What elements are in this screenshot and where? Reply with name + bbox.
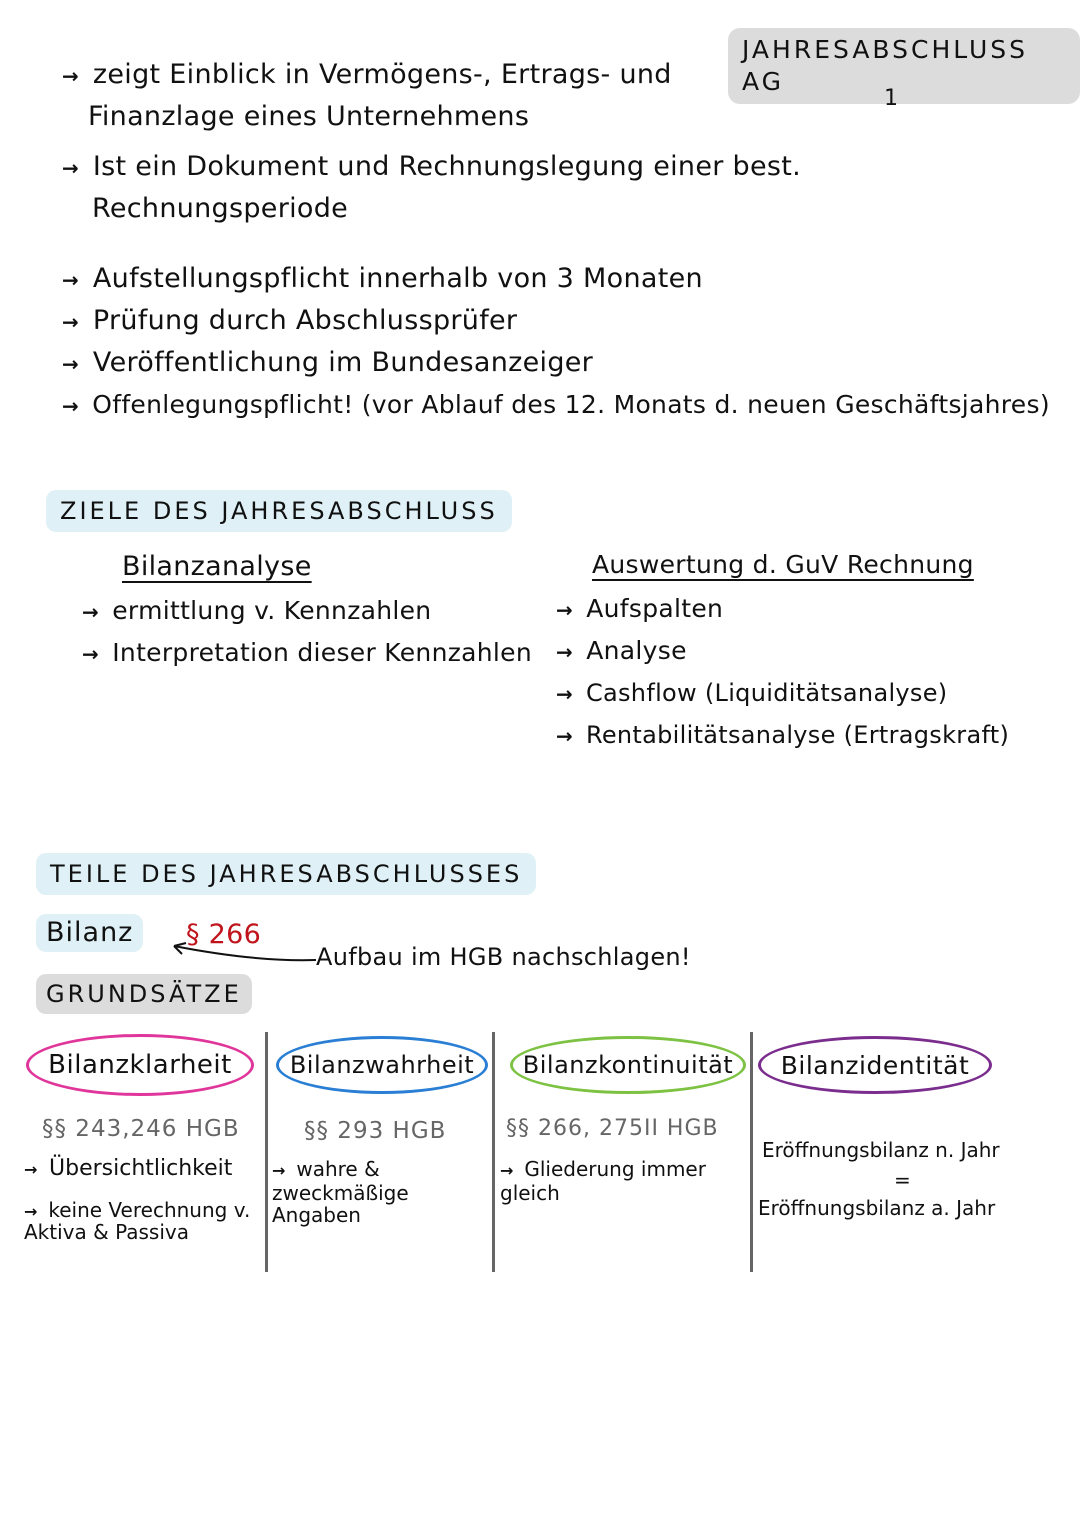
- identity-equals: =: [894, 1168, 911, 1192]
- principle-point-text: Übersichtlichkeit: [49, 1156, 233, 1181]
- duty-text: Veröffentlichung im Bundesanzeiger: [92, 347, 594, 378]
- page-title: JAHRESABSCHLUSS AG: [728, 28, 1080, 104]
- principle-point: [272, 1158, 490, 1226]
- principle-name: Bilanzklarheit: [48, 1050, 232, 1080]
- lookup-note: Aufbau im HGB nachschlagen!: [316, 943, 691, 971]
- duty-item: [62, 304, 517, 339]
- goals-left-item-text: ermittlung v. Kennzahlen: [112, 596, 432, 625]
- intro-item-2-line-2: Rechnungsperiode: [92, 193, 349, 224]
- parts-heading: TEILE DES JAHRESABSCHLUSSES: [36, 853, 536, 895]
- identity-top: Eröffnungsbilanz n. Jahr: [762, 1138, 1000, 1162]
- arrow-right-icon: →: [62, 310, 80, 334]
- goals-right-title: Auswertung d. GuV Rechnung: [592, 550, 974, 579]
- arrow-right-icon: →: [82, 600, 100, 624]
- intro-item-2: [62, 150, 801, 185]
- principle-bilanzidentitaet: [758, 1036, 992, 1094]
- duty-text: Prüfung durch Abschlussprüfer: [92, 305, 518, 336]
- intro-item-1-line-1: zeigt Einblick in Vermögens-, Ertrags- und: [92, 59, 672, 90]
- principle-ref: §§ 266, 275II HGB: [506, 1116, 719, 1141]
- goals-right-item: [556, 676, 947, 711]
- principle-point: [24, 1158, 232, 1181]
- principle-name: Bilanzwahrheit: [289, 1051, 475, 1079]
- arrow-right-icon: →: [556, 598, 574, 622]
- principle-point: [500, 1158, 720, 1204]
- bilanz-label: Bilanz: [36, 914, 143, 952]
- intro-item-1-line-2: Finanzlage eines Unternehmens: [88, 101, 530, 132]
- goals-left-item: [82, 636, 532, 671]
- arrow-right-icon: →: [556, 682, 574, 706]
- principle-ref: §§ 293 HGB: [304, 1118, 447, 1144]
- arrow-right-icon: →: [62, 352, 80, 376]
- principle-point-text: keine Verechnung v. Aktiva & Passiva: [24, 1198, 251, 1244]
- column-divider: [492, 1032, 495, 1272]
- arrow-right-icon: →: [62, 394, 80, 418]
- intro-item-2-line-1: Ist ein Dokument und Rechnungslegung einer best.: [92, 151, 802, 182]
- arrow-right-icon: →: [62, 156, 80, 180]
- paragraph-ref: § 266: [186, 919, 262, 950]
- goals-heading: ZIELE DES JAHRESABSCHLUSS: [46, 490, 512, 532]
- goals-right-item-text: Analyse: [586, 636, 687, 665]
- principle-point-text: Gliederung immer gleich: [500, 1157, 706, 1205]
- goals-right-item-text: Cashflow (Liquiditätsanalyse): [585, 679, 948, 707]
- goals-right-item: [556, 634, 687, 669]
- arrow-right-icon: →: [62, 64, 80, 88]
- arrow-right-icon: →: [556, 724, 574, 748]
- arrow-right-icon: →: [62, 268, 80, 292]
- intro-item-1: [62, 58, 672, 93]
- principle-bilanzkontinuitaet: [510, 1036, 746, 1094]
- arrow-right-icon: →: [24, 1202, 38, 1221]
- principle-point-text: wahre & zweckmäßige Angaben: [272, 1157, 409, 1227]
- goals-right-item-text: Rentabilitätsanalyse (Ertragskraft): [585, 721, 1010, 749]
- duty-item: [62, 346, 593, 381]
- page-number: 1: [884, 86, 899, 111]
- principle-name: Bilanzkontinuität: [522, 1051, 734, 1079]
- principle-bilanzklarheit: [26, 1034, 254, 1096]
- duty-text: Offenlegungspflicht! (vor Ablauf des 12. Monats d. neuen Geschäftsjahres): [92, 390, 1050, 419]
- goals-right-item: [556, 718, 1009, 753]
- goals-left-item-text: Interpretation dieser Kennzahlen: [112, 638, 532, 667]
- goals-right-item-text: Aufspalten: [586, 594, 724, 623]
- note-arrow-icon: [166, 940, 326, 970]
- arrow-right-icon: →: [24, 1160, 38, 1179]
- grundsaetze-label: GRUNDSÄTZE: [36, 974, 252, 1014]
- principle-name: Bilanzidentität: [780, 1050, 970, 1080]
- goals-left-title: Bilanzanalyse: [122, 551, 312, 582]
- principle-point: [24, 1200, 254, 1242]
- duty-item: [62, 262, 703, 297]
- duty-item: [62, 388, 1050, 423]
- goals-left-item: [82, 594, 431, 629]
- goals-right-item: [556, 592, 723, 627]
- arrow-right-icon: →: [272, 1161, 286, 1180]
- principle-ref: §§ 243,246 HGB: [42, 1116, 240, 1142]
- identity-bottom: Eröffnungsbilanz a. Jahr: [758, 1196, 996, 1220]
- arrow-right-icon: →: [556, 640, 574, 664]
- arrow-right-icon: →: [500, 1161, 514, 1180]
- principle-bilanzwahrheit: [276, 1036, 488, 1094]
- arrow-right-icon: →: [82, 642, 100, 666]
- column-divider: [750, 1032, 753, 1272]
- duty-text: Aufstellungspflicht innerhalb von 3 Monaten: [92, 263, 703, 294]
- column-divider: [265, 1032, 268, 1272]
